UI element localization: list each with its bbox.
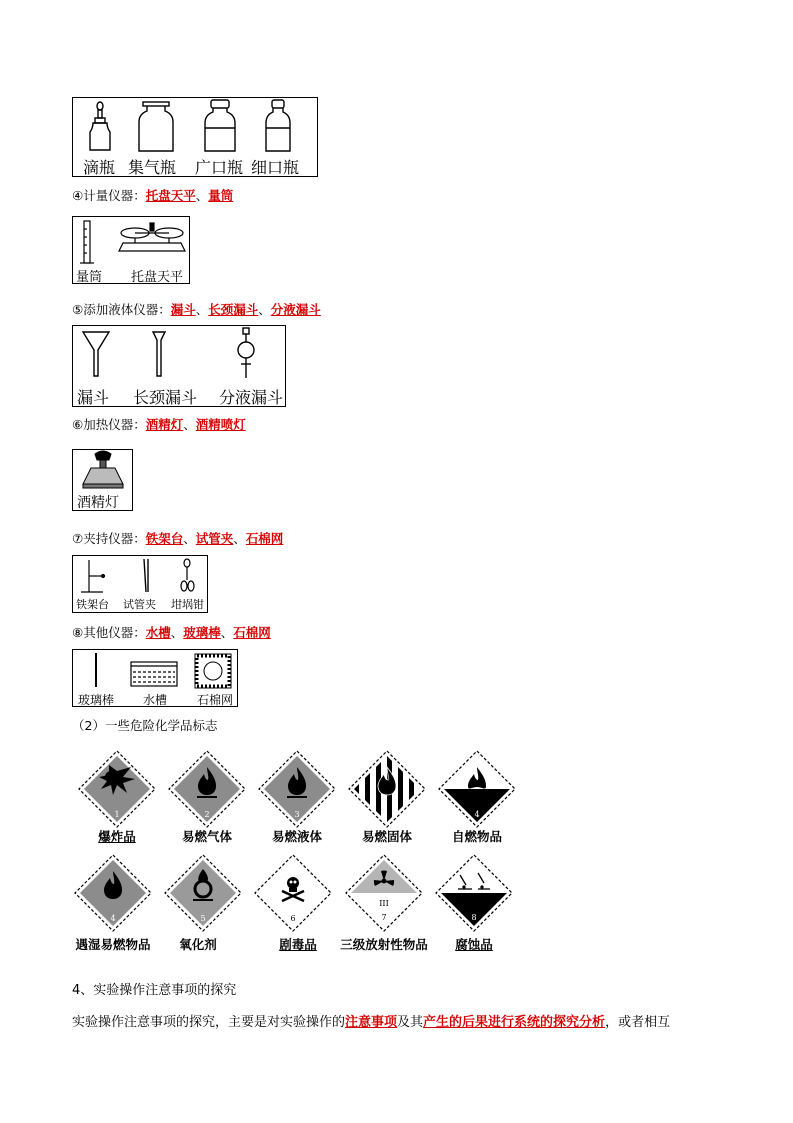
- svg-text:7: 7: [381, 913, 387, 922]
- hazard-label: 易燃固体: [361, 829, 412, 844]
- holding-prefix: ⑦夹持仪器：: [72, 531, 146, 546]
- other-label: 石棉网: [197, 693, 234, 707]
- dropper-bottle-icon: [90, 102, 110, 150]
- holding-label: 坩埚钳: [171, 598, 204, 611]
- radiation-category: III: [379, 899, 389, 908]
- other-prefix: ⑧其他仪器：: [72, 625, 146, 640]
- separator: 、: [233, 531, 246, 546]
- keyword-alcohol-lamp: 酒精灯: [145, 417, 184, 432]
- keyword-glass-rod: 玻璃棒: [183, 625, 221, 640]
- iron-stand-icon: [81, 560, 105, 592]
- other-label: 水槽: [143, 693, 168, 707]
- svg-text:8: 8: [471, 913, 477, 922]
- hazard-label: 自燃物品: [451, 829, 502, 844]
- hazard-row-1: [0, 745, 793, 835]
- measuring-drawing: [73, 217, 191, 267]
- narrow-mouth-bottle-icon: [266, 100, 290, 151]
- separator: 、: [220, 625, 234, 640]
- paragraph-text: 及其: [397, 1015, 424, 1030]
- separator: 、: [183, 531, 196, 546]
- keyword-consequence-analysis: 产生的后果进行系统的探究分析: [423, 1015, 606, 1030]
- svg-text:5: 5: [200, 914, 206, 923]
- measuring-label: 托盘天平: [131, 270, 184, 285]
- hazard-class-number: 1: [114, 810, 120, 819]
- liquid-label: 分液漏斗: [219, 388, 284, 407]
- wide-mouth-bottle-icon: [205, 100, 235, 151]
- holding-drawing: [73, 556, 209, 596]
- hazard-row-2: [0, 851, 793, 941]
- asbestos-net-icon: [195, 654, 231, 688]
- oxidizer-diamond: [165, 855, 241, 931]
- explosive-diamond: [79, 751, 155, 827]
- hazard-label: 遇湿易燃物品: [75, 937, 151, 952]
- keyword-tube-clamp: 试管夹: [195, 531, 234, 546]
- bottle-label: 广口瓶: [195, 158, 244, 177]
- hazard-label: 腐蚀品: [455, 937, 493, 952]
- holding-line: [72, 529, 283, 547]
- svg-text:4: 4: [110, 914, 116, 923]
- flammable-gas-diamond: [169, 751, 245, 827]
- hazard-heading: （2）一些危险化学品标志: [72, 718, 218, 733]
- separator: 、: [258, 302, 271, 317]
- keyword-iron-stand: 铁架台: [145, 531, 184, 546]
- section-4-paragraph: [72, 1011, 670, 1030]
- hazard-label: 易燃气体: [181, 829, 232, 844]
- long-neck-funnel-icon: [153, 332, 165, 376]
- separator: 、: [195, 302, 209, 317]
- spontaneous-combustion-diamond: [439, 751, 515, 827]
- dangerous-when-wet-diamond: [75, 855, 151, 931]
- crucible-tongs-icon: [181, 559, 194, 591]
- holding-figure: [72, 555, 208, 613]
- keyword-asbestos-net: 石棉网: [233, 625, 271, 640]
- liquid-label: 漏斗: [77, 388, 110, 407]
- paragraph-text: 实验操作注意事项的探究，主要是对实验操作的: [72, 1015, 346, 1030]
- bottle-label: 滴瓶: [83, 158, 116, 177]
- keyword-cylinder: 量筒: [208, 188, 234, 203]
- svg-text:4: 4: [474, 810, 480, 819]
- test-tube-clamp-icon: [144, 559, 148, 592]
- gas-bottle-icon: [139, 102, 173, 151]
- alcohol-lamp-icon: [83, 451, 123, 488]
- keyword-funnel: 漏斗: [170, 302, 196, 317]
- keyword-precautions: 注意事项: [345, 1015, 398, 1030]
- toxic-diamond: [255, 855, 331, 931]
- balance-icon: [119, 223, 185, 251]
- keyword-asbestos-net: 石棉网: [245, 531, 284, 546]
- corrosive-diamond: [436, 855, 512, 931]
- hazard-label: 氧化剂: [179, 937, 217, 952]
- water-trough-icon: [131, 662, 177, 686]
- liquid-drawing: [73, 326, 287, 384]
- heating-figure: [72, 449, 133, 511]
- bottle-label: 细口瓶: [251, 158, 300, 177]
- holding-label: 铁架台: [76, 598, 109, 611]
- heating-prefix: ⑥加热仪器：: [72, 417, 146, 432]
- bottles-drawing: [73, 98, 319, 158]
- alcohol-lamp-drawing: [73, 450, 134, 492]
- measuring-cylinder-icon: [80, 221, 94, 263]
- hazard-label: 剧毒品: [279, 937, 317, 952]
- svg-text:6: 6: [290, 914, 296, 923]
- flammable-solid-diamond: [349, 751, 425, 827]
- heating-line: [72, 415, 246, 433]
- funnel-icon: [83, 332, 109, 376]
- measuring-line: [72, 186, 233, 204]
- svg-text:3: 3: [294, 810, 300, 819]
- keyword-balance: 托盘天平: [145, 188, 196, 203]
- keyword-blowtorch: 酒精喷灯: [195, 417, 246, 432]
- other-drawing: [73, 650, 239, 690]
- measuring-prefix: ④计量仪器：: [72, 188, 146, 203]
- keyword-water-trough: 水槽: [145, 625, 171, 640]
- other-figure: [72, 649, 238, 707]
- liquid-figure: [72, 325, 286, 407]
- flammable-liquid-diamond: [259, 751, 335, 827]
- separatory-funnel-icon: [238, 328, 254, 378]
- measuring-label: 量筒: [76, 270, 103, 285]
- separator: 、: [183, 417, 196, 432]
- liquid-line: [72, 300, 321, 318]
- section-4-title: 4、实验操作注意事项的探究: [72, 983, 237, 998]
- hazard-label: 易燃液体: [271, 829, 322, 844]
- keyword-long-funnel: 长颈漏斗: [208, 302, 259, 317]
- liquid-label: 长颈漏斗: [133, 388, 198, 407]
- other-label: 玻璃棒: [78, 693, 115, 707]
- separator: 、: [170, 625, 184, 640]
- paragraph-text: ，或者相互: [605, 1015, 671, 1030]
- liquid-prefix: ⑤添加液体仪器：: [72, 302, 171, 317]
- heating-label: 酒精灯: [77, 495, 119, 511]
- measuring-figure: [72, 216, 190, 284]
- bottles-figure: [72, 97, 318, 177]
- svg-text:2: 2: [204, 810, 210, 819]
- other-line: [72, 623, 271, 641]
- separator: 、: [195, 188, 209, 203]
- hazard-label: 三级放射性物品: [340, 937, 428, 952]
- holding-label: 试管夹: [123, 598, 156, 611]
- keyword-separatory-funnel: 分液漏斗: [270, 302, 321, 317]
- radioactive-diamond: [346, 855, 422, 931]
- hazard-label: 爆炸品: [98, 829, 136, 844]
- bottle-label: 集气瓶: [128, 158, 177, 177]
